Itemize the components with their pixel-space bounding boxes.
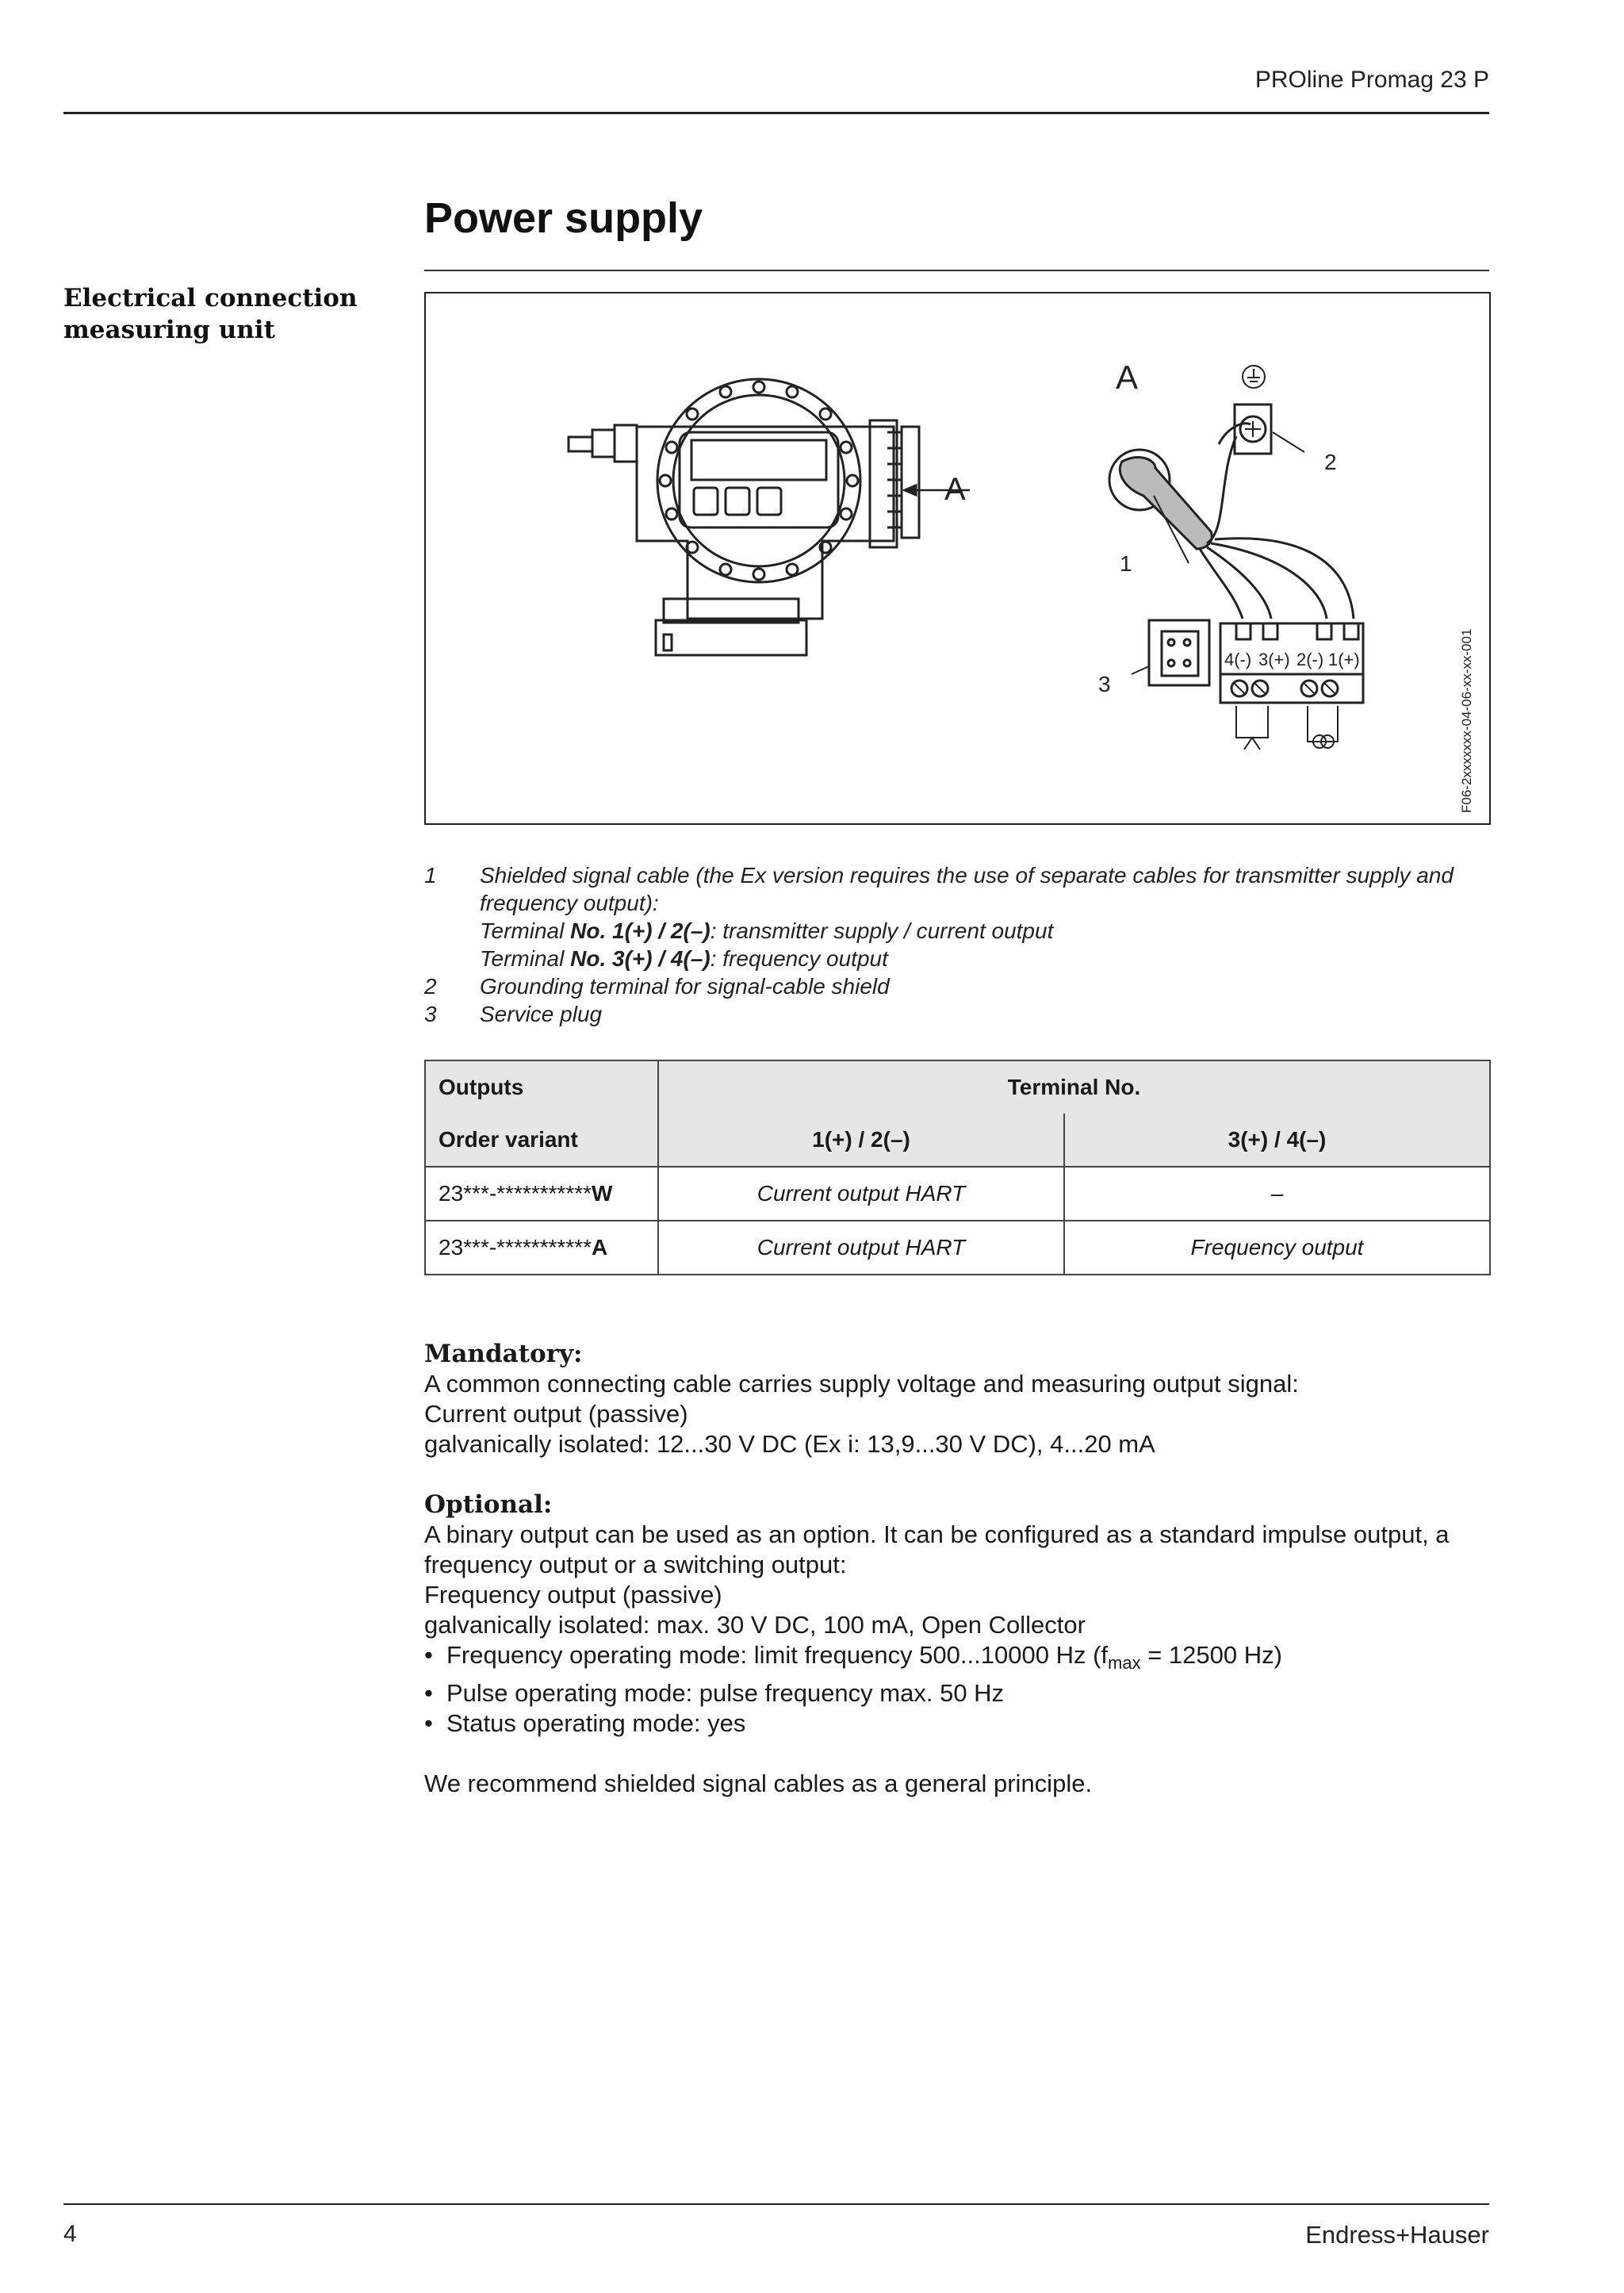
legend-text: Shielded signal cable (the Ex version requires the use of separate cables for transmitter supply and bbox=[480, 863, 1454, 888]
table-row bbox=[425, 1167, 1490, 1221]
terminal-col2-header: 3(+) / 4(–) bbox=[1064, 1114, 1490, 1167]
legend-number: 1 bbox=[424, 863, 437, 888]
figure-legend bbox=[424, 861, 1489, 1068]
legend-text-pre: Terminal bbox=[480, 918, 571, 943]
legend-number: 2 bbox=[424, 974, 437, 999]
wiring-figure bbox=[424, 292, 1491, 825]
mandatory-line: galvanically isolated: 12...30 V DC (Ex i: 13,9...30 V DC), 4...20 mA bbox=[424, 1430, 1155, 1458]
arrow-a-label: A bbox=[944, 472, 966, 507]
callout-2: 2 bbox=[1324, 450, 1337, 474]
body-text bbox=[424, 1339, 1489, 1799]
section-rule bbox=[424, 270, 1489, 271]
outputs-header: Outputs bbox=[425, 1060, 658, 1114]
transmitter-drawing bbox=[569, 379, 919, 655]
terminal-label-1: 1(+) bbox=[1328, 650, 1360, 669]
detail-a-label: A bbox=[1116, 359, 1139, 396]
sidebar-heading-line2: measuring unit bbox=[63, 316, 275, 344]
bullet-frequency-sub: max bbox=[1108, 1653, 1141, 1674]
optional-line: A binary output can be used as an option. It can be configured as a standard impulse output, a bbox=[424, 1520, 1450, 1548]
order-variant-suffix: A bbox=[592, 1235, 608, 1260]
legend-number: 3 bbox=[424, 1002, 437, 1026]
section-heading: Power supply bbox=[424, 194, 703, 242]
sidebar-heading bbox=[63, 282, 396, 346]
legend-text: frequency output): bbox=[480, 891, 659, 915]
legend-text-terminal: No. 3(+) / 4(–) bbox=[570, 946, 710, 971]
optional-line: Frequency output (passive) bbox=[424, 1581, 722, 1609]
mandatory-line: Current output (passive) bbox=[424, 1400, 688, 1428]
legend-text: Grounding terminal for signal-cable shield bbox=[480, 974, 890, 999]
terminal-col2-cell: Frequency output bbox=[1064, 1221, 1490, 1275]
grounding-terminal-drawing bbox=[1235, 366, 1304, 454]
table-header-row bbox=[425, 1060, 1490, 1114]
optional-heading: Optional: bbox=[424, 1490, 553, 1519]
terminal-col1-cell: Current output HART bbox=[658, 1167, 1064, 1221]
paragraph-gap bbox=[424, 1459, 1489, 1490]
legend-text-terminal: No. 1(+) / 2(–) bbox=[570, 918, 710, 943]
wiring-diagram bbox=[426, 293, 1489, 823]
terminal-col2-cell: – bbox=[1064, 1167, 1490, 1221]
order-variant-prefix: 23***-*********** bbox=[439, 1235, 592, 1260]
terminal-label-4: 4(-) bbox=[1224, 650, 1252, 669]
order-variant-cell bbox=[425, 1221, 658, 1275]
recommendation: We recommend shielded signal cables as a general principle. bbox=[424, 1770, 1093, 1798]
legend-text-post: : frequency output bbox=[710, 946, 888, 971]
optional-line: galvanically isolated: max. 30 V DC, 100 mA, Open Collector bbox=[424, 1611, 1086, 1639]
legend-text bbox=[480, 917, 1487, 945]
signal-cable-drawing bbox=[1109, 424, 1354, 619]
sidebar-heading-line1: Electrical connection bbox=[63, 284, 358, 313]
callout-1: 1 bbox=[1120, 551, 1132, 576]
legend-text bbox=[480, 945, 1487, 972]
table-subheader-row bbox=[425, 1114, 1490, 1167]
bullet-status-mode: • Status operating mode: yes bbox=[424, 1708, 1489, 1739]
header-rule bbox=[63, 112, 1489, 114]
footer-rule bbox=[63, 2203, 1489, 2205]
order-variant-cell bbox=[425, 1167, 658, 1221]
bullet-frequency-post: = 12500 Hz) bbox=[1140, 1641, 1282, 1669]
figure-id: F06-2xxxxxxx-04-06-xx-xx-001 bbox=[1459, 628, 1474, 813]
order-variant-suffix: W bbox=[592, 1181, 613, 1206]
bullet-frequency-mode bbox=[424, 1640, 1489, 1678]
terminal-no-header: Terminal No. bbox=[658, 1060, 1490, 1114]
terminal-block-drawing bbox=[1220, 623, 1363, 750]
page-number: 4 bbox=[63, 2221, 77, 2247]
callout-3: 3 bbox=[1098, 672, 1111, 696]
terminal-label-2: 2(-) bbox=[1297, 650, 1324, 669]
terminal-col1-header: 1(+) / 2(–) bbox=[658, 1114, 1064, 1167]
service-plug-drawing bbox=[1132, 620, 1209, 685]
table-row bbox=[425, 1221, 1490, 1275]
document-title: PROline Promag 23 P bbox=[1254, 67, 1489, 93]
bullet-pulse-mode: • Pulse operating mode: pulse frequency max. 50 Hz bbox=[424, 1678, 1489, 1708]
paragraph-gap bbox=[424, 1739, 1489, 1769]
optional-line: frequency output or a switching output: bbox=[424, 1551, 847, 1578]
legend-text-post: : transmitter supply / current output bbox=[710, 918, 1054, 943]
bullet-frequency-pre: Frequency operating mode: limit frequency 500...10000 Hz (f bbox=[446, 1641, 1109, 1669]
terminal-label-3: 3(+) bbox=[1258, 650, 1290, 669]
order-variant-prefix: 23***-*********** bbox=[439, 1181, 592, 1206]
legend-text: Service plug bbox=[480, 1002, 603, 1026]
order-variant-header: Order variant bbox=[425, 1114, 658, 1167]
mandatory-heading: Mandatory: bbox=[424, 1340, 583, 1368]
terminal-col1-cell: Current output HART bbox=[658, 1221, 1064, 1275]
legend-text-pre: Terminal bbox=[480, 946, 571, 971]
mandatory-line: A common connecting cable carries supply voltage and measuring output signal: bbox=[424, 1370, 1299, 1398]
brand-name: Endress+Hauser bbox=[1305, 2221, 1489, 2249]
outputs-table bbox=[424, 1060, 1489, 1281]
